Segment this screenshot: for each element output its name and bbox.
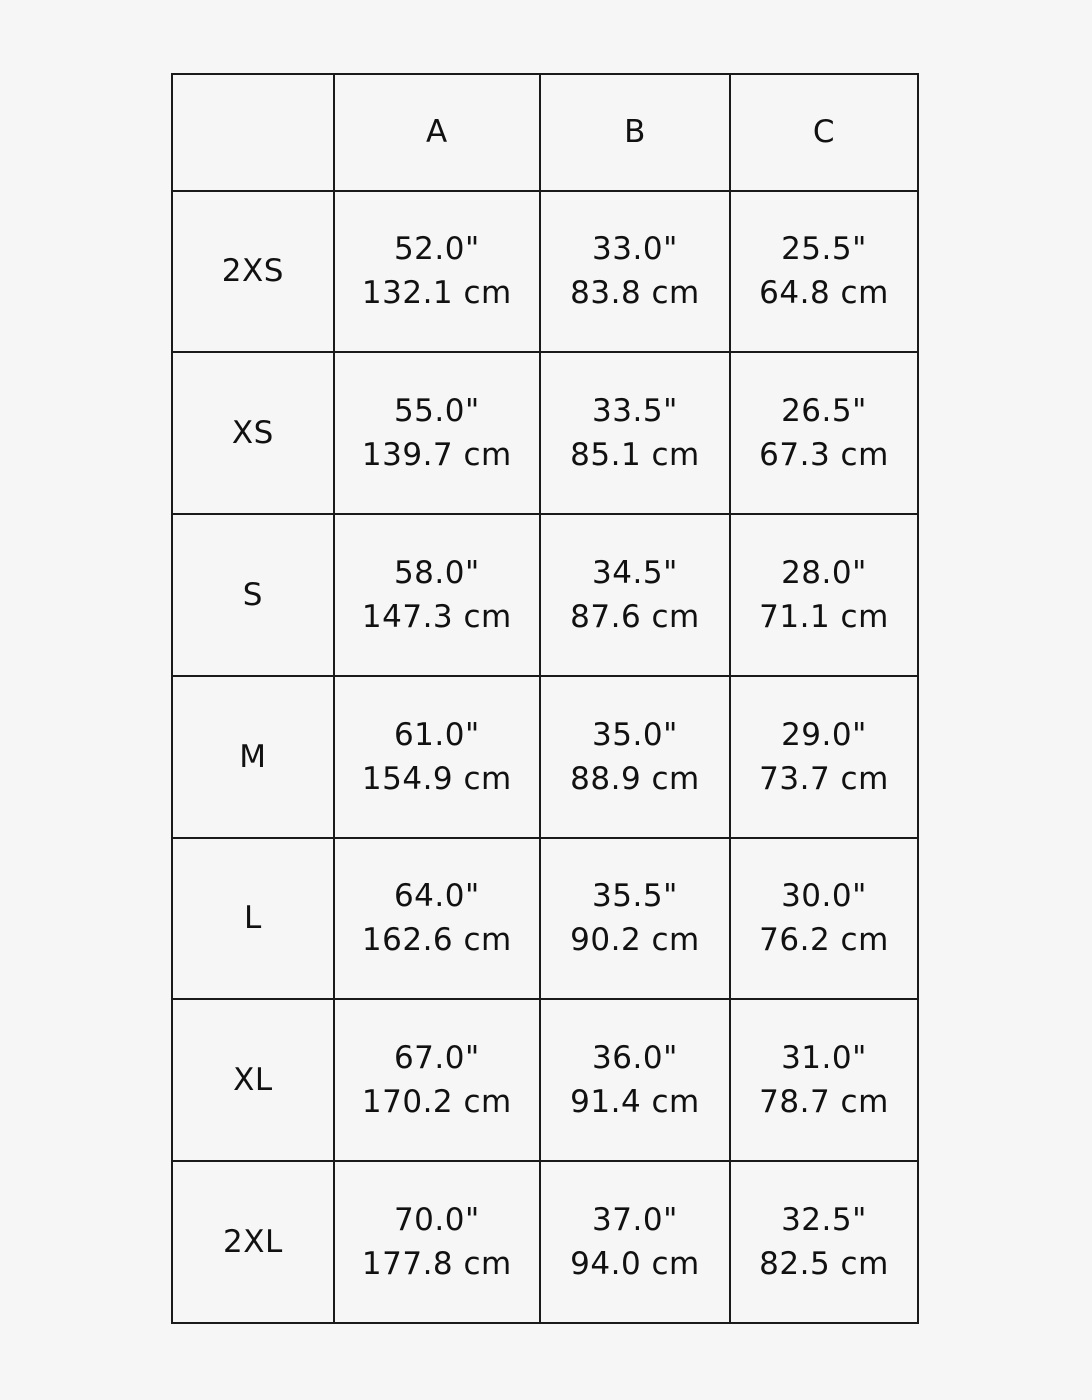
measure-cell-b [540,1161,730,1323]
measure-cell-c [730,352,918,514]
measure-cell-b [540,514,730,676]
inch-value: 30.0" [781,878,867,915]
inch-value: 61.0" [393,716,480,753]
table-row [172,1161,918,1323]
table-row [172,514,918,676]
inch-value: 52.0" [393,231,480,268]
inch-value: 33.0" [592,231,678,268]
size-label: 2XS [172,191,334,353]
inch-value: 34.5" [592,554,678,591]
cm-value: 87.6 cm [570,598,700,635]
size-label: S [172,514,334,676]
size-label: L [172,838,334,1000]
table-row [172,352,918,514]
inch-value: 58.0" [393,554,480,591]
cm-value: 83.8 cm [570,275,700,312]
measure-cell-b [540,999,730,1161]
inch-value: 70.0" [393,1202,480,1239]
cm-value: 64.8 cm [759,275,889,312]
table-row [172,191,918,353]
size-chart-table [171,73,919,1324]
measure-cell-c [730,999,918,1161]
measure-cell-a [334,191,540,353]
measure-cell-c [730,676,918,838]
cm-value: 170.2 cm [361,1084,512,1121]
table-row [172,676,918,838]
inch-value: 55.0" [393,393,480,430]
measure-cell-a [334,1161,540,1323]
cm-value: 82.5 cm [759,1246,889,1283]
measure-cell-b [540,838,730,1000]
inch-value: 31.0" [781,1040,867,1077]
cm-value: 73.7 cm [759,760,889,797]
size-label: M [172,676,334,838]
inch-value: 33.5" [592,393,678,430]
measure-cell-b [540,676,730,838]
table-row [172,838,918,1000]
inch-value: 36.0" [592,1040,678,1077]
cm-value: 90.2 cm [570,922,700,959]
inch-value: 25.5" [781,231,867,268]
header-cell-b: B [540,74,730,191]
cm-value: 85.1 cm [570,437,700,474]
measure-cell-c [730,1161,918,1323]
table-row [172,999,918,1161]
cm-value: 147.3 cm [361,598,512,635]
cm-value: 78.7 cm [759,1084,889,1121]
header-cell-corner [172,74,334,191]
size-label: 2XL [172,1161,334,1323]
measure-cell-a [334,838,540,1000]
header-row [172,74,918,191]
cm-value: 91.4 cm [570,1084,700,1121]
inch-value: 67.0" [393,1040,480,1077]
size-label: XL [172,999,334,1161]
header-cell-c: C [730,74,918,191]
measure-cell-b [540,352,730,514]
measure-cell-a [334,676,540,838]
cm-value: 94.0 cm [570,1246,700,1283]
size-label: XS [172,352,334,514]
inch-value: 29.0" [781,716,867,753]
measure-cell-c [730,514,918,676]
inch-value: 35.5" [592,878,678,915]
inch-value: 64.0" [393,878,480,915]
cm-value: 76.2 cm [759,922,889,959]
measure-cell-c [730,838,918,1000]
cm-value: 139.7 cm [361,437,512,474]
cm-value: 132.1 cm [361,275,512,312]
measure-cell-a [334,352,540,514]
cm-value: 88.9 cm [570,760,700,797]
inch-value: 35.0" [592,716,678,753]
measure-cell-c [730,191,918,353]
inch-value: 28.0" [781,554,867,591]
header-cell-a: A [334,74,540,191]
cm-value: 162.6 cm [361,922,512,959]
inch-value: 26.5" [781,393,867,430]
inch-value: 37.0" [592,1202,678,1239]
measure-cell-b [540,191,730,353]
cm-value: 67.3 cm [759,437,889,474]
cm-value: 154.9 cm [361,760,512,797]
measure-cell-a [334,514,540,676]
cm-value: 71.1 cm [759,598,889,635]
cm-value: 177.8 cm [361,1246,512,1283]
measure-cell-a [334,999,540,1161]
inch-value: 32.5" [781,1202,867,1239]
